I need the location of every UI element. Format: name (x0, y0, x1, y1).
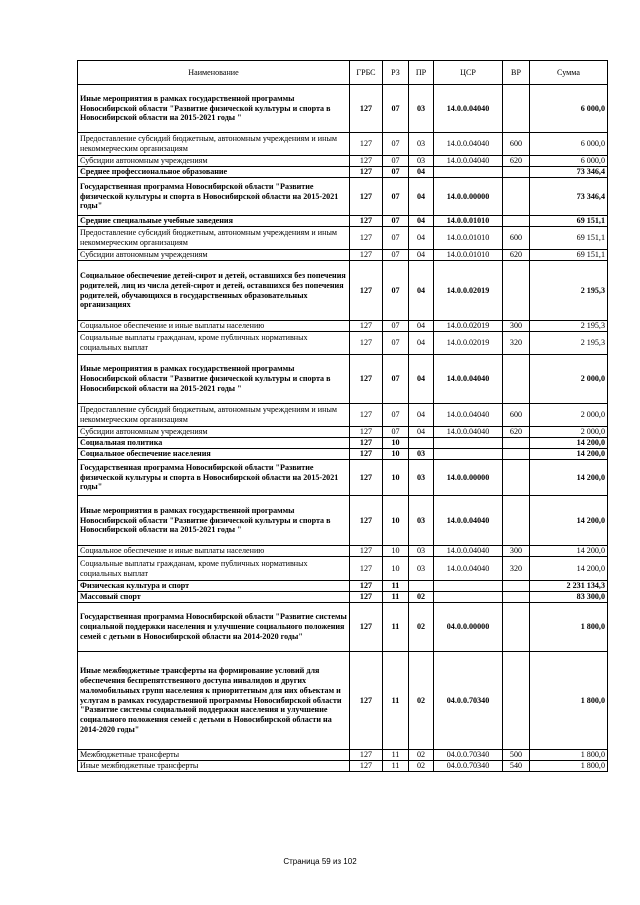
cell-rz: 11 (383, 581, 409, 592)
cell-vr: 320 (503, 332, 530, 355)
cell-vr: 600 (503, 133, 530, 156)
cell-sum: 1 800,0 (530, 761, 608, 772)
cell-pr: 03 (409, 156, 434, 167)
cell-csr: 14.0.0.02019 (434, 332, 503, 355)
cell-sum: 2 195,3 (530, 332, 608, 355)
budget-table (77, 60, 608, 772)
cell-name: Социальные выплаты гражданам, кроме публичных нормативных социальных выплат (78, 557, 350, 581)
cell-rz: 07 (383, 250, 409, 261)
cell-vr: 600 (503, 227, 530, 250)
table-row (78, 460, 608, 496)
cell-pr: 02 (409, 652, 434, 750)
cell-sum: 2 231 134,3 (530, 581, 608, 592)
cell-rz: 11 (383, 750, 409, 761)
cell-rz: 10 (383, 496, 409, 546)
table-row (78, 546, 608, 557)
table-row (78, 603, 608, 652)
cell-rz: 07 (383, 156, 409, 167)
cell-name: Иные мероприятия в рамках государственной программы Новосибирской области "Развитие физической культуры и спорта в Новосибирской области на 2015-2021 годы " (78, 355, 350, 404)
table-row (78, 250, 608, 261)
cell-rz: 07 (383, 227, 409, 250)
cell-csr (434, 592, 503, 603)
cell-sum: 14 200,0 (530, 449, 608, 460)
cell-grbs: 127 (350, 250, 383, 261)
cell-name: Социальное обеспечение населения (78, 449, 350, 460)
cell-rz: 07 (383, 133, 409, 156)
cell-name: Субсидии автономным учреждениям (78, 156, 350, 167)
cell-csr: 14.0.0.00000 (434, 460, 503, 496)
cell-vr (503, 216, 530, 227)
cell-name: Социальное обеспечение детей-сирот и детей, оставшихся без попечения родителей, лиц из числа детей-сирот и детей, оставшихся без попечения родителей, обучающихся в государственных образовательных организациях (78, 261, 350, 321)
cell-name: Социальное обеспечение и иные выплаты населению (78, 321, 350, 332)
table-row (78, 449, 608, 460)
cell-csr (434, 449, 503, 460)
cell-name: Среднее профессиональное образование (78, 167, 350, 178)
cell-vr (503, 178, 530, 216)
cell-vr: 620 (503, 427, 530, 438)
cell-rz: 07 (383, 404, 409, 427)
cell-name: Иные мероприятия в рамках государственной программы Новосибирской области "Развитие физической культуры и спорта в Новосибирской области на 2015-2021 годы " (78, 85, 350, 133)
cell-rz: 10 (383, 449, 409, 460)
cell-grbs: 127 (350, 227, 383, 250)
cell-vr: 320 (503, 557, 530, 581)
cell-sum: 6 000,0 (530, 156, 608, 167)
cell-name: Предоставление субсидий бюджетным, автономным учреждениям и иным некоммерческим организациям (78, 133, 350, 156)
cell-vr (503, 355, 530, 404)
cell-grbs: 127 (350, 133, 383, 156)
cell-pr: 04 (409, 332, 434, 355)
cell-rz: 10 (383, 460, 409, 496)
table-row (78, 227, 608, 250)
cell-csr: 14.0.0.04040 (434, 133, 503, 156)
page-number: Страница 59 из 102 (283, 857, 357, 866)
cell-csr: 14.0.0.04040 (434, 496, 503, 546)
cell-csr: 04.0.0.70340 (434, 750, 503, 761)
cell-grbs: 127 (350, 603, 383, 652)
cell-name: Государственная программа Новосибирской области "Развитие физической культуры и спорта в Новосибирской области на 2015-2021 годы" (78, 460, 350, 496)
cell-vr: 300 (503, 546, 530, 557)
cell-rz: 11 (383, 603, 409, 652)
table-row (78, 167, 608, 178)
cell-vr (503, 603, 530, 652)
cell-grbs: 127 (350, 261, 383, 321)
table-row (78, 750, 608, 761)
cell-sum: 1 800,0 (530, 603, 608, 652)
cell-grbs: 127 (350, 332, 383, 355)
cell-csr: 14.0.0.04040 (434, 355, 503, 404)
table-row (78, 438, 608, 449)
cell-pr: 03 (409, 133, 434, 156)
cell-csr: 14.0.0.04040 (434, 404, 503, 427)
cell-grbs: 127 (350, 178, 383, 216)
cell-csr: 14.0.0.02019 (434, 321, 503, 332)
cell-vr (503, 438, 530, 449)
cell-pr: 03 (409, 557, 434, 581)
cell-csr: 14.0.0.04040 (434, 557, 503, 581)
cell-grbs: 127 (350, 750, 383, 761)
cell-name: Социальное обеспечение и иные выплаты населению (78, 546, 350, 557)
table-row (78, 581, 608, 592)
cell-rz: 10 (383, 557, 409, 581)
table-row (78, 496, 608, 546)
table-row (78, 321, 608, 332)
cell-rz: 11 (383, 592, 409, 603)
cell-csr: 14.0.0.04040 (434, 546, 503, 557)
cell-grbs: 127 (350, 85, 383, 133)
cell-pr (409, 581, 434, 592)
table-row (78, 761, 608, 772)
cell-grbs: 127 (350, 449, 383, 460)
cell-name: Субсидии автономным учреждениям (78, 427, 350, 438)
table-row (78, 404, 608, 427)
cell-vr: 620 (503, 250, 530, 261)
cell-sum: 1 800,0 (530, 750, 608, 761)
cell-name: Государственная программа Новосибирской области "Развитие системы социальной поддержки населения и улучшение социального положения семей с детьми в Новосибирской области на 2014-2020 годы" (78, 603, 350, 652)
cell-sum: 2 195,3 (530, 321, 608, 332)
cell-sum: 73 346,4 (530, 167, 608, 178)
cell-name: Предоставление субсидий бюджетным, автономным учреждениям и иным некоммерческим организациям (78, 227, 350, 250)
cell-name: Государственная программа Новосибирской области "Развитие физической культуры и спорта в Новосибирской области на 2015-2021 годы" (78, 178, 350, 216)
cell-grbs: 127 (350, 156, 383, 167)
cell-sum: 69 151,1 (530, 227, 608, 250)
cell-vr (503, 581, 530, 592)
cell-vr (503, 460, 530, 496)
cell-rz: 10 (383, 438, 409, 449)
cell-grbs: 127 (350, 496, 383, 546)
cell-sum: 2 195,3 (530, 261, 608, 321)
table-row (78, 427, 608, 438)
cell-sum: 69 151,1 (530, 250, 608, 261)
cell-csr: 14.0.0.01010 (434, 227, 503, 250)
cell-pr: 04 (409, 404, 434, 427)
cell-grbs: 127 (350, 557, 383, 581)
cell-pr: 03 (409, 496, 434, 546)
cell-grbs: 127 (350, 167, 383, 178)
table-row (78, 557, 608, 581)
cell-rz: 07 (383, 167, 409, 178)
table-row (78, 332, 608, 355)
cell-rz: 11 (383, 652, 409, 750)
cell-vr (503, 652, 530, 750)
cell-grbs: 127 (350, 216, 383, 227)
cell-vr (503, 85, 530, 133)
cell-csr (434, 167, 503, 178)
cell-name: Социальные выплаты гражданам, кроме публичных нормативных социальных выплат (78, 332, 350, 355)
cell-csr: 04.0.0.70340 (434, 761, 503, 772)
header-grbs: ГРБС (350, 61, 383, 85)
cell-name: Субсидии автономным учреждениям (78, 250, 350, 261)
cell-pr: 04 (409, 321, 434, 332)
cell-csr: 14.0.0.00000 (434, 178, 503, 216)
cell-grbs: 127 (350, 427, 383, 438)
cell-rz: 11 (383, 761, 409, 772)
cell-csr (434, 581, 503, 592)
cell-pr: 04 (409, 167, 434, 178)
cell-csr: 14.0.0.04040 (434, 156, 503, 167)
cell-pr: 04 (409, 227, 434, 250)
cell-vr: 600 (503, 404, 530, 427)
document-page (77, 60, 607, 772)
cell-grbs: 127 (350, 321, 383, 332)
table-row (78, 652, 608, 750)
cell-csr: 14.0.0.04040 (434, 85, 503, 133)
cell-csr: 14.0.0.01010 (434, 250, 503, 261)
cell-sum: 2 000,0 (530, 404, 608, 427)
table-row (78, 261, 608, 321)
cell-grbs: 127 (350, 404, 383, 427)
table-row (78, 85, 608, 133)
table-header-row (78, 61, 608, 85)
table-body (78, 85, 608, 772)
cell-vr (503, 167, 530, 178)
cell-rz: 07 (383, 321, 409, 332)
cell-name: Иные межбюджетные трансферты (78, 761, 350, 772)
header-rz: РЗ (383, 61, 409, 85)
cell-rz: 07 (383, 355, 409, 404)
cell-rz: 07 (383, 216, 409, 227)
cell-name: Межбюджетные трансферты (78, 750, 350, 761)
cell-vr (503, 449, 530, 460)
table-row (78, 156, 608, 167)
cell-rz: 10 (383, 546, 409, 557)
cell-sum: 2 000,0 (530, 427, 608, 438)
cell-csr: 04.0.0.70340 (434, 652, 503, 750)
cell-grbs: 127 (350, 761, 383, 772)
cell-sum: 14 200,0 (530, 557, 608, 581)
cell-name: Предоставление субсидий бюджетным, автономным учреждениям и иным некоммерческим организациям (78, 404, 350, 427)
cell-grbs: 127 (350, 581, 383, 592)
cell-pr: 02 (409, 761, 434, 772)
header-name: Наименование (78, 61, 350, 85)
cell-name: Иные межбюджетные трансферты на формирование условий для обеспечения беспрепятственного доступа инвалидов и других маломобильных групп населения к приоритетным для них объектам и услугам в рамках государственной программы Новосибирской области "Развитие системы социальной поддержки населения и улучшение социального положения семей с детьми в Новосибирской области на 2014-2020 годы" (78, 652, 350, 750)
cell-grbs: 127 (350, 460, 383, 496)
cell-vr: 500 (503, 750, 530, 761)
table-row (78, 355, 608, 404)
cell-grbs: 127 (350, 546, 383, 557)
table-row (78, 216, 608, 227)
cell-rz: 07 (383, 332, 409, 355)
cell-grbs: 127 (350, 652, 383, 750)
cell-sum: 14 200,0 (530, 496, 608, 546)
cell-rz: 07 (383, 85, 409, 133)
table-row (78, 592, 608, 603)
cell-vr: 540 (503, 761, 530, 772)
cell-csr (434, 438, 503, 449)
cell-rz: 07 (383, 178, 409, 216)
cell-pr: 04 (409, 178, 434, 216)
cell-csr: 14.0.0.02019 (434, 261, 503, 321)
cell-pr: 04 (409, 355, 434, 404)
cell-vr (503, 496, 530, 546)
header-pr: ПР (409, 61, 434, 85)
cell-pr: 04 (409, 250, 434, 261)
cell-sum: 6 000,0 (530, 133, 608, 156)
cell-name: Иные мероприятия в рамках государственной программы Новосибирской области "Развитие физической культуры и спорта в Новосибирской области на 2015-2021 годы " (78, 496, 350, 546)
cell-sum: 1 800,0 (530, 652, 608, 750)
cell-sum: 14 200,0 (530, 546, 608, 557)
cell-pr: 04 (409, 216, 434, 227)
cell-vr (503, 592, 530, 603)
cell-grbs: 127 (350, 592, 383, 603)
cell-name: Физическая культура и спорт (78, 581, 350, 592)
cell-name: Средние специальные учебные заведения (78, 216, 350, 227)
cell-rz: 07 (383, 261, 409, 321)
cell-name: Социальная политика (78, 438, 350, 449)
cell-csr: 14.0.0.01010 (434, 216, 503, 227)
cell-pr: 03 (409, 546, 434, 557)
cell-pr: 03 (409, 85, 434, 133)
cell-sum: 73 346,4 (530, 178, 608, 216)
cell-pr: 02 (409, 750, 434, 761)
header-sum: Сумма (530, 61, 608, 85)
header-csr: ЦСР (434, 61, 503, 85)
cell-sum: 83 300,0 (530, 592, 608, 603)
cell-pr (409, 438, 434, 449)
cell-vr: 620 (503, 156, 530, 167)
cell-sum: 6 000,0 (530, 85, 608, 133)
cell-csr: 14.0.0.04040 (434, 427, 503, 438)
cell-csr: 04.0.0.00000 (434, 603, 503, 652)
cell-sum: 14 200,0 (530, 438, 608, 449)
cell-rz: 07 (383, 427, 409, 438)
cell-pr: 03 (409, 460, 434, 496)
cell-sum: 14 200,0 (530, 460, 608, 496)
cell-grbs: 127 (350, 355, 383, 404)
table-row (78, 178, 608, 216)
table-row (78, 133, 608, 156)
cell-pr: 04 (409, 427, 434, 438)
cell-vr (503, 261, 530, 321)
cell-sum: 69 151,1 (530, 216, 608, 227)
cell-pr: 02 (409, 592, 434, 603)
cell-pr: 02 (409, 603, 434, 652)
cell-vr: 300 (503, 321, 530, 332)
header-vr: ВР (503, 61, 530, 85)
cell-pr: 03 (409, 449, 434, 460)
cell-pr: 04 (409, 261, 434, 321)
cell-name: Массовый спорт (78, 592, 350, 603)
cell-sum: 2 000,0 (530, 355, 608, 404)
cell-grbs: 127 (350, 438, 383, 449)
